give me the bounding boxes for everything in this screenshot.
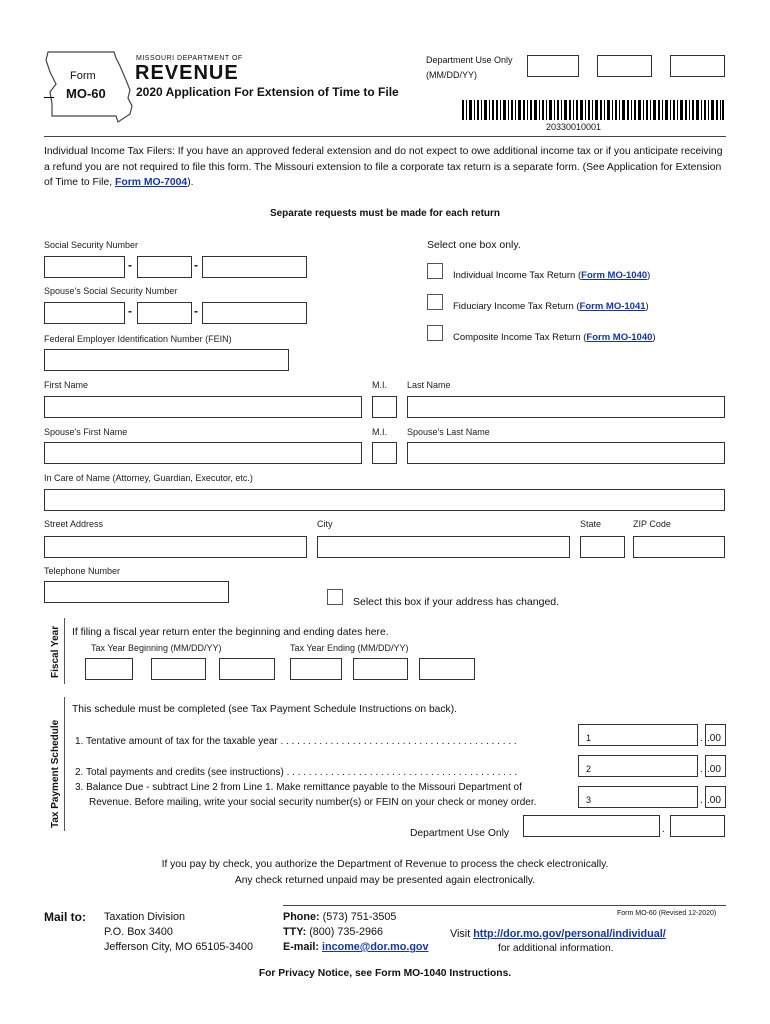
line1-cents-dot: . bbox=[700, 733, 703, 744]
dept-use-dot: . bbox=[662, 824, 665, 835]
street-label: Street Address bbox=[44, 519, 104, 529]
email-label: E-mail: bbox=[283, 941, 319, 953]
telephone-label: Telephone Number bbox=[44, 566, 121, 576]
line1-tag: 1 bbox=[586, 733, 592, 743]
last-name-label: Last Name bbox=[407, 380, 451, 390]
fein-input[interactable] bbox=[44, 349, 289, 371]
mail-divider bbox=[283, 905, 726, 906]
barcode-number: 20330010001 bbox=[546, 122, 602, 132]
ssn-part2-box[interactable] bbox=[137, 256, 192, 278]
begin-dd-box[interactable] bbox=[151, 658, 206, 680]
fiscal-instruction: If filing a fiscal year return enter the beginning and ending dates here. bbox=[72, 627, 389, 638]
line2-text: 2. Total payments and credits (see instructions) . . . . . . . . . . . . . . . . . . . . . . . . . . . . . . . . . . . . . . . . . . bbox=[75, 767, 518, 778]
mi-input[interactable] bbox=[372, 396, 397, 418]
more-info-text: for additional information. bbox=[498, 943, 614, 954]
spouse-mi-input[interactable] bbox=[372, 442, 397, 464]
form-mo-1040-composite-link[interactable]: Form MO-1040 bbox=[586, 332, 653, 343]
check-notice-line2: Any check returned unpaid may be presented again electronically. bbox=[234, 875, 536, 886]
spouse-first-name-input[interactable] bbox=[44, 442, 362, 464]
zip-label: ZIP Code bbox=[633, 519, 671, 529]
dept-use-cents-box[interactable] bbox=[670, 815, 725, 837]
in-care-of-label: In Care of Name (Attorney, Guardian, Executor, etc.) bbox=[44, 473, 253, 483]
line3-amount-box[interactable] bbox=[578, 786, 698, 808]
line1-text: 1. Tentative amount of tax for the taxable year . . . . . . . . . . . . . . . . . . . . . . . . . . . . . . . . . . . . . . . . . . . bbox=[75, 736, 517, 747]
tax-payment-schedule-side-label: Tax Payment Schedule bbox=[50, 719, 61, 828]
line3-tag: 3 bbox=[586, 795, 592, 805]
spouse-ssn-dash-1: - bbox=[128, 304, 132, 318]
intro-paragraph bbox=[44, 144, 729, 191]
composite-return-label: Composite Income Tax Return (Form MO-1040) bbox=[453, 332, 656, 343]
header-divider bbox=[44, 136, 726, 137]
header-dash bbox=[44, 97, 54, 98]
line2-cents-dot: . bbox=[700, 764, 703, 775]
begin-mm-box[interactable] bbox=[85, 658, 133, 680]
separate-requests-heading: Separate requests must be made for each return bbox=[269, 208, 501, 219]
phone-line bbox=[283, 911, 396, 923]
dor-website-link[interactable]: http://dor.mo.gov/personal/individual/ bbox=[473, 928, 666, 940]
end-yy-box[interactable] bbox=[419, 658, 475, 680]
line2-amount-box[interactable] bbox=[578, 755, 698, 777]
visit-text: Visit bbox=[450, 928, 474, 940]
line2-cents: .00 bbox=[707, 764, 721, 775]
email-link[interactable]: income@dor.mo.gov bbox=[322, 941, 429, 953]
dept-use-only-label: Department Use Only bbox=[426, 55, 513, 65]
spouse-ssn-part2-box[interactable] bbox=[137, 302, 192, 324]
privacy-notice: For Privacy Notice, see Form MO-1040 Instructions. bbox=[258, 968, 512, 979]
spouse-ssn-part1-box[interactable] bbox=[44, 302, 125, 324]
tty-line bbox=[283, 926, 383, 938]
date-format-label: (MM/DD/YY) bbox=[426, 70, 477, 80]
address-changed-checkbox[interactable] bbox=[327, 589, 343, 605]
ssn-part1-box[interactable] bbox=[44, 256, 125, 278]
dept-use-amount-box[interactable] bbox=[523, 815, 660, 837]
composite-return-checkbox[interactable] bbox=[427, 325, 443, 341]
tax-year-beginning-label: Tax Year Beginning (MM/DD/YY) bbox=[91, 643, 222, 653]
state-label: State bbox=[580, 519, 602, 529]
mail-address-2: P.O. Box 3400 bbox=[104, 926, 173, 938]
form-mo-1041-link[interactable]: Form MO-1041 bbox=[579, 301, 646, 312]
dept-revenue-logo: REVENUE bbox=[135, 62, 239, 84]
line3-text-b: Revenue. Before mailing, write your social security number(s) or FEIN on your check or money order. bbox=[89, 797, 537, 808]
intro-text: Individual Income Tax Filers: If you have an approved federal extension and do not expect to owe additional income tax or if you anticipate receiving a refund you are not required to file this form. The Missouri extension to file a corporate tax return is a separate form. (See Application for Extension of Time to File, bbox=[44, 146, 723, 188]
first-name-label: First Name bbox=[44, 380, 89, 390]
zip-input[interactable] bbox=[633, 536, 725, 558]
revised-label: Form MO-60 (Revised 12-2020) bbox=[617, 910, 717, 917]
form-number: MO-60 bbox=[66, 86, 106, 101]
spouse-last-name-input[interactable] bbox=[407, 442, 725, 464]
line3-cents-dot: . bbox=[700, 795, 703, 806]
intro-text-end: ). bbox=[187, 177, 194, 188]
line1-amount-box[interactable] bbox=[578, 724, 698, 746]
city-input[interactable] bbox=[317, 536, 570, 558]
tty-number: (800) 735-2966 bbox=[309, 926, 384, 938]
spouse-first-name-label: Spouse's First Name bbox=[44, 427, 128, 437]
fein-label: Federal Employer Identification Number (FEIN) bbox=[44, 334, 232, 344]
telephone-input[interactable] bbox=[44, 581, 229, 603]
schedule-instruction: This schedule must be completed (see Tax Payment Schedule Instructions on back). bbox=[72, 704, 457, 715]
mail-address-3: Jefferson City, MO 65105-3400 bbox=[104, 941, 254, 953]
ssn-dash-1: - bbox=[128, 258, 132, 272]
mail-to-label: Mail to: bbox=[44, 910, 86, 924]
fiduciary-return-label: Fiduciary Income Tax Return (Form MO-1041) bbox=[453, 301, 649, 312]
spouse-ssn-dash-2: - bbox=[194, 304, 198, 318]
fiscal-year-side-label: Fiscal Year bbox=[50, 625, 61, 678]
last-name-input[interactable] bbox=[407, 396, 725, 418]
check-notice-line1: If you pay by check, you authorize the Department of Revenue to process the check electronically. bbox=[161, 859, 609, 870]
spouse-ssn-part3-box[interactable] bbox=[202, 302, 307, 324]
phone-label: Phone: bbox=[283, 911, 320, 923]
first-name-input[interactable] bbox=[44, 396, 362, 418]
in-care-of-input[interactable] bbox=[44, 489, 725, 511]
dept-date-dd-box[interactable] bbox=[597, 55, 652, 77]
tax-year-ending-label: Tax Year Ending (MM/DD/YY) bbox=[290, 643, 409, 653]
line1-cents: .00 bbox=[707, 733, 721, 744]
spouse-last-name-label: Spouse's Last Name bbox=[407, 427, 490, 437]
dept-date-yy-box[interactable] bbox=[670, 55, 725, 77]
ssn-label: Social Security Number bbox=[44, 240, 139, 250]
visit-line bbox=[450, 928, 666, 940]
form-mo-7004-link[interactable]: Form MO-7004 bbox=[115, 177, 188, 188]
street-input[interactable] bbox=[44, 536, 307, 558]
dept-date-mm-box[interactable] bbox=[527, 55, 579, 77]
form-word: Form bbox=[70, 70, 96, 82]
state-input[interactable] bbox=[580, 536, 625, 558]
ssn-part3-box[interactable] bbox=[202, 256, 307, 278]
tty-label: TTY: bbox=[283, 926, 307, 938]
address-changed-label: Select this box if your address has changed. bbox=[353, 596, 560, 608]
line2-tag: 2 bbox=[586, 764, 592, 774]
form-title: 2020 Application For Extension of Time to File bbox=[136, 85, 399, 99]
mail-address-1: Taxation Division bbox=[104, 911, 186, 923]
individual-return-label: Individual Income Tax Return (Form MO-1040) bbox=[453, 270, 651, 281]
line3-cents: .00 bbox=[707, 795, 721, 806]
dept-top-text: MISSOURI DEPARTMENT OF bbox=[136, 55, 243, 62]
line3-text-a: 3. Balance Due - subtract Line 2 from Line 1. Make remittance payable to the Missouri Department of bbox=[75, 782, 522, 793]
ssn-dash-2: - bbox=[194, 258, 198, 272]
barcode-image bbox=[462, 100, 724, 120]
mi-label: M.I. bbox=[372, 380, 387, 390]
email-line bbox=[283, 941, 429, 953]
end-mm-box[interactable] bbox=[290, 658, 342, 680]
spouse-ssn-label: Spouse's Social Security Number bbox=[44, 286, 178, 296]
begin-yy-box[interactable] bbox=[219, 658, 275, 680]
phone-number: (573) 751-3505 bbox=[322, 911, 397, 923]
individual-return-checkbox[interactable] bbox=[427, 263, 443, 279]
spouse-mi-label: M.I. bbox=[372, 427, 387, 437]
end-dd-box[interactable] bbox=[353, 658, 408, 680]
select-one-heading: Select one box only. bbox=[427, 239, 521, 251]
fiduciary-return-checkbox[interactable] bbox=[427, 294, 443, 310]
city-label: City bbox=[317, 519, 333, 529]
schedule-dept-use-only-label: Department Use Only bbox=[410, 828, 510, 839]
form-mo-1040-link[interactable]: Form MO-1040 bbox=[581, 270, 648, 281]
